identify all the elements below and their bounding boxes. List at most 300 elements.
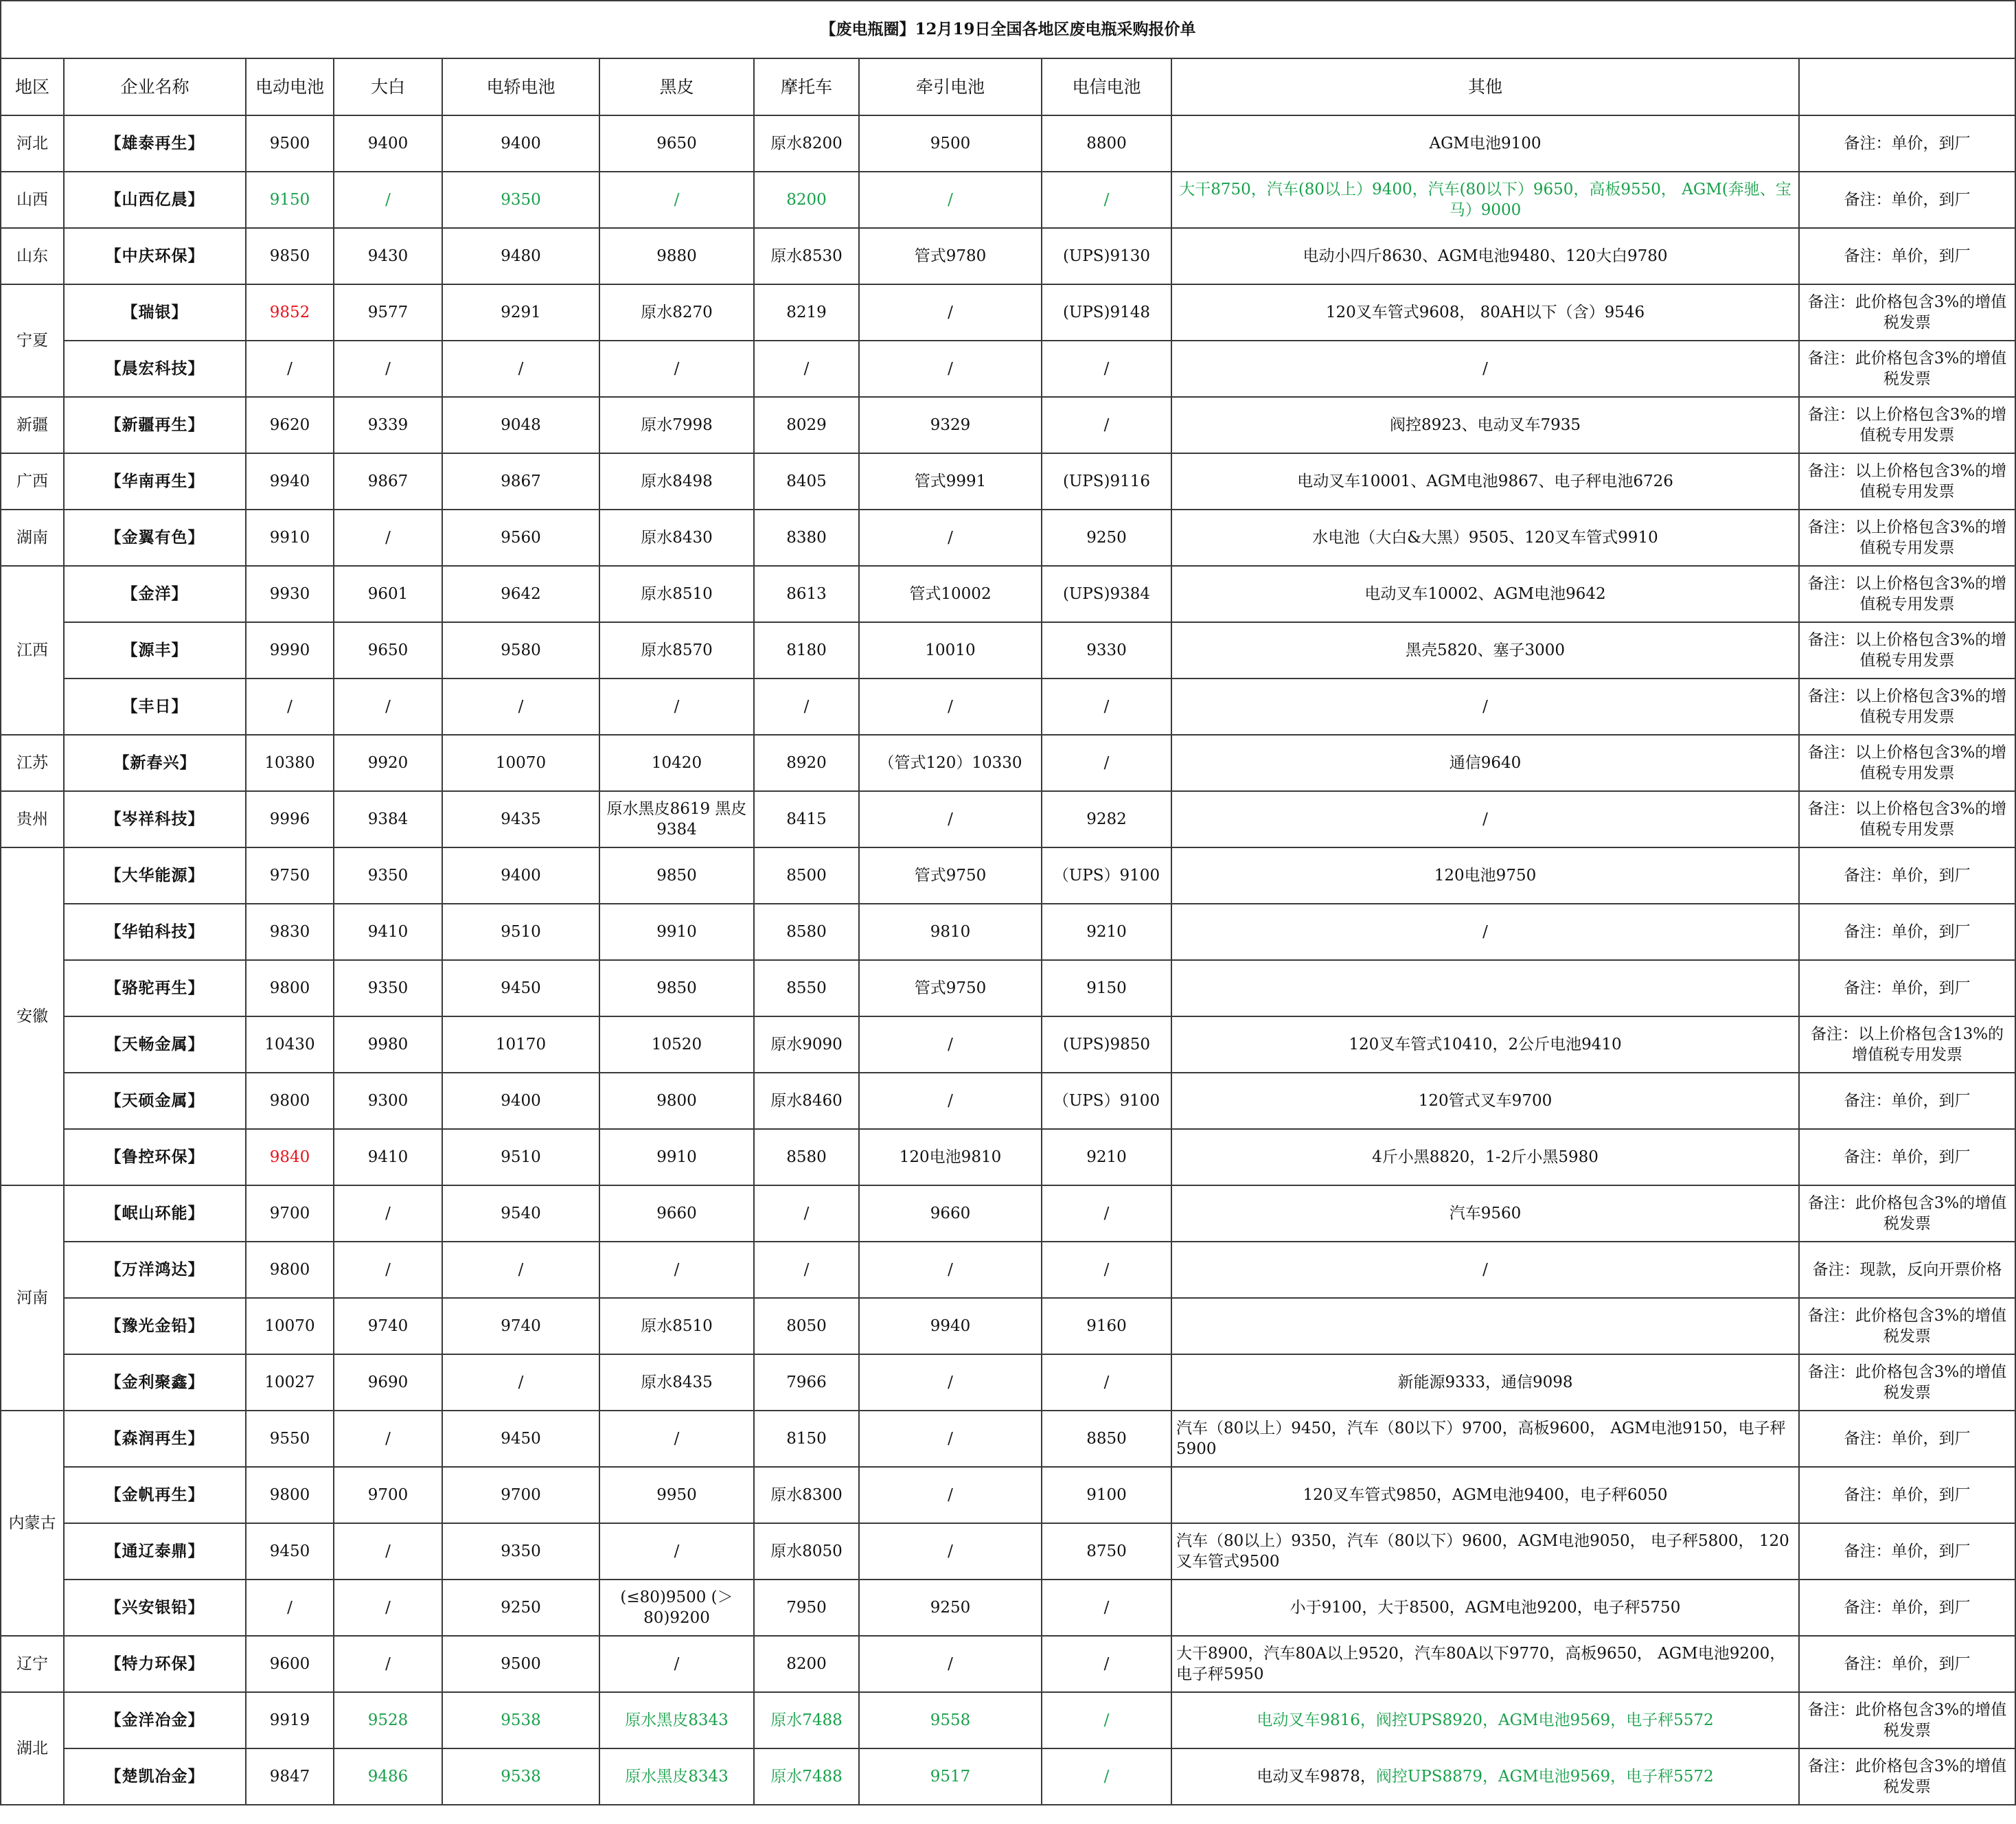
region-cell: 湖南 xyxy=(1,510,64,566)
company-cell: 【新疆再生】 xyxy=(64,397,246,453)
table-row xyxy=(1,735,2015,791)
table-row xyxy=(1,960,2015,1016)
other-prices: / xyxy=(1171,1242,1799,1298)
note-cell: 备注：以上价格包含3%的增值税专用发票 xyxy=(1799,453,2015,510)
car-battery-price: 9510 xyxy=(442,1129,599,1185)
ebike-battery-price: 9840 xyxy=(246,1129,334,1185)
car-battery-price: 9400 xyxy=(442,1073,599,1129)
dabai-price: 9350 xyxy=(334,960,442,1016)
header-company: 企业名称 xyxy=(64,58,246,115)
telecom-battery-price: (UPS)9130 xyxy=(1042,228,1171,284)
other-prices xyxy=(1171,1298,1799,1354)
other-prices: 小于9100，大于8500，AGM电池9200，电子秤5750 xyxy=(1171,1580,1799,1636)
telecom-battery-price: 9210 xyxy=(1042,1129,1171,1185)
traction-battery-price: / xyxy=(859,1467,1042,1523)
dabai-price: 9350 xyxy=(334,847,442,904)
other-prices: 120管式叉车9700 xyxy=(1171,1073,1799,1129)
other-prices xyxy=(1171,1748,1799,1805)
other-prices: 120电池9750 xyxy=(1171,847,1799,904)
company-cell: 【骆驼再生】 xyxy=(64,960,246,1016)
car-battery-price: 9580 xyxy=(442,622,599,679)
note-cell: 备注：以上价格包含3%的增值税专用发票 xyxy=(1799,735,2015,791)
other-prices: AGM电池9100 xyxy=(1171,115,1799,172)
motorcycle-price: 8180 xyxy=(754,622,859,679)
dabai-price: 9384 xyxy=(334,791,442,847)
traction-battery-price: 9558 xyxy=(859,1692,1042,1748)
ebike-battery-price: 9930 xyxy=(246,566,334,622)
table-row xyxy=(1,1298,2015,1354)
heipi-price: 原水黑皮8619 黑皮9384 xyxy=(599,791,754,847)
region-cell: 河南 xyxy=(1,1185,64,1411)
traction-battery-price: 9517 xyxy=(859,1748,1042,1805)
motorcycle-price: / xyxy=(754,1242,859,1298)
telecom-battery-price: (UPS)9850 xyxy=(1042,1016,1171,1073)
ebike-battery-price: 10027 xyxy=(246,1354,334,1411)
traction-battery-price: 9660 xyxy=(859,1185,1042,1242)
car-battery-price: 9291 xyxy=(442,284,599,341)
note-cell: 备注：此价格包含3%的增值税发票 xyxy=(1799,1354,2015,1411)
traction-battery-price: 管式10002 xyxy=(859,566,1042,622)
ebike-battery-price: 10070 xyxy=(246,1298,334,1354)
region-cell: 江西 xyxy=(1,566,64,735)
table-row xyxy=(1,341,2015,397)
other-prices: 阀控8923、电动叉车7935 xyxy=(1171,397,1799,453)
car-battery-price: 9510 xyxy=(442,904,599,960)
header-note xyxy=(1799,58,2015,115)
car-battery-price: 9700 xyxy=(442,1467,599,1523)
ebike-battery-price: 9800 xyxy=(246,1242,334,1298)
ebike-battery-price: 9847 xyxy=(246,1748,334,1805)
dabai-price: 9601 xyxy=(334,566,442,622)
ebike-battery-price: 9800 xyxy=(246,960,334,1016)
motorcycle-price: 8050 xyxy=(754,1298,859,1354)
other-prices: 电动叉车10001、AGM电池9867、电子秤电池6726 xyxy=(1171,453,1799,510)
note-cell: 备注：单价，到厂 xyxy=(1799,847,2015,904)
motorcycle-price: 7966 xyxy=(754,1354,859,1411)
telecom-battery-price: （UPS）9100 xyxy=(1042,847,1171,904)
company-cell: 【金帆再生】 xyxy=(64,1467,246,1523)
dabai-price: / xyxy=(334,1242,442,1298)
telecom-battery-price: 9150 xyxy=(1042,960,1171,1016)
heipi-price: 9910 xyxy=(599,1129,754,1185)
heipi-price: 原水8435 xyxy=(599,1354,754,1411)
motorcycle-price: 8613 xyxy=(754,566,859,622)
note-cell: 备注：现款，反向开票价格 xyxy=(1799,1242,2015,1298)
heipi-price: 原水黑皮8343 xyxy=(599,1692,754,1748)
heipi-price: 10520 xyxy=(599,1016,754,1073)
note-cell: 备注：单价，到厂 xyxy=(1799,960,2015,1016)
other-prices: / xyxy=(1171,904,1799,960)
note-cell: 备注：单价，到厂 xyxy=(1799,228,2015,284)
note-cell: 备注：单价，到厂 xyxy=(1799,1467,2015,1523)
dabai-price: 9300 xyxy=(334,1073,442,1129)
heipi-price: 9850 xyxy=(599,847,754,904)
motorcycle-price: 8550 xyxy=(754,960,859,1016)
company-cell: 【岷山环能】 xyxy=(64,1185,246,1242)
heipi-price: 原水8570 xyxy=(599,622,754,679)
table-row xyxy=(1,1185,2015,1242)
ebike-battery-price: 10430 xyxy=(246,1016,334,1073)
other-prices: 电动叉车9816，阀控UPS8920，AGM电池9569，电子秤5572 xyxy=(1171,1692,1799,1748)
ebike-battery-price: 9700 xyxy=(246,1185,334,1242)
motorcycle-price: 8580 xyxy=(754,1129,859,1185)
ebike-battery-price: 9450 xyxy=(246,1523,334,1580)
note-cell: 备注：此价格包含3%的增值税发票 xyxy=(1799,1298,2015,1354)
car-battery-price: 9048 xyxy=(442,397,599,453)
ebike-battery-price: 9150 xyxy=(246,172,334,228)
telecom-battery-price: 9160 xyxy=(1042,1298,1171,1354)
ebike-battery-price: 9910 xyxy=(246,510,334,566)
dabai-price: 9867 xyxy=(334,453,442,510)
car-battery-price: 9350 xyxy=(442,1523,599,1580)
other-prices: / xyxy=(1171,341,1799,397)
telecom-battery-price: / xyxy=(1042,172,1171,228)
heipi-price: 10420 xyxy=(599,735,754,791)
header-car-battery: 电轿电池 xyxy=(442,58,599,115)
heipi-price: 9660 xyxy=(599,1185,754,1242)
ebike-battery-price: 9550 xyxy=(246,1411,334,1467)
region-cell: 河北 xyxy=(1,115,64,172)
telecom-battery-price: 9250 xyxy=(1042,510,1171,566)
heipi-price: 9650 xyxy=(599,115,754,172)
note-cell: 备注：以上价格包含3%的增值税专用发票 xyxy=(1799,566,2015,622)
motorcycle-price: 原水8460 xyxy=(754,1073,859,1129)
other-prices: 新能源9333，通信9098 xyxy=(1171,1354,1799,1411)
heipi-price: 9850 xyxy=(599,960,754,1016)
table-row xyxy=(1,1523,2015,1580)
traction-battery-price: （管式120）10330 xyxy=(859,735,1042,791)
company-cell: 【天硕金属】 xyxy=(64,1073,246,1129)
heipi-price: 原水8510 xyxy=(599,566,754,622)
ebike-battery-price: 9990 xyxy=(246,622,334,679)
header-other: 其他 xyxy=(1171,58,1799,115)
car-battery-price: 9450 xyxy=(442,1411,599,1467)
traction-battery-price: / xyxy=(859,1016,1042,1073)
note-cell: 备注：单价，到厂 xyxy=(1799,172,2015,228)
region-cell: 山西 xyxy=(1,172,64,228)
header-heipi: 黑皮 xyxy=(599,58,754,115)
table-row xyxy=(1,1073,2015,1129)
motorcycle-price: / xyxy=(754,1185,859,1242)
region-cell: 湖北 xyxy=(1,1692,64,1805)
motorcycle-price: 原水8300 xyxy=(754,1467,859,1523)
traction-battery-price: 9500 xyxy=(859,115,1042,172)
car-battery-price: 9538 xyxy=(442,1692,599,1748)
heipi-price: 9950 xyxy=(599,1467,754,1523)
company-cell: 【山西亿晨】 xyxy=(64,172,246,228)
company-cell: 【金利聚鑫】 xyxy=(64,1354,246,1411)
other-prices-part: 阀控UPS8879，AGM电池9569，电子秤5572 xyxy=(1375,1768,1714,1786)
motorcycle-price: 原水8530 xyxy=(754,228,859,284)
dabai-price: / xyxy=(334,172,442,228)
company-cell: 【万洋鸿达】 xyxy=(64,1242,246,1298)
table-row xyxy=(1,904,2015,960)
region-cell: 山东 xyxy=(1,228,64,284)
region-cell: 江苏 xyxy=(1,735,64,791)
note-cell: 备注：此价格包含3%的增值税发票 xyxy=(1799,1748,2015,1805)
region-cell: 广西 xyxy=(1,453,64,510)
ebike-battery-price: 9852 xyxy=(246,284,334,341)
dabai-price: / xyxy=(334,510,442,566)
header-traction-battery: 牵引电池 xyxy=(859,58,1042,115)
other-prices: 120叉车管式10410，2公斤电池9410 xyxy=(1171,1016,1799,1073)
region-cell: 辽宁 xyxy=(1,1636,64,1692)
heipi-price: 9800 xyxy=(599,1073,754,1129)
other-prices: 水电池（大白&大黑）9505、120叉车管式9910 xyxy=(1171,510,1799,566)
note-cell: 备注：以上价格包含3%的增值税专用发票 xyxy=(1799,679,2015,735)
traction-battery-price: / xyxy=(859,172,1042,228)
telecom-battery-price: / xyxy=(1042,341,1171,397)
company-cell: 【通辽泰鼎】 xyxy=(64,1523,246,1580)
company-cell: 【瑞银】 xyxy=(64,284,246,341)
traction-battery-price: 9250 xyxy=(859,1580,1042,1636)
car-battery-price: 9538 xyxy=(442,1748,599,1805)
region-cell: 宁夏 xyxy=(1,284,64,397)
note-cell: 备注：单价，到厂 xyxy=(1799,1580,2015,1636)
motorcycle-price: 8405 xyxy=(754,453,859,510)
other-prices: / xyxy=(1171,679,1799,735)
company-cell: 【特力环保】 xyxy=(64,1636,246,1692)
heipi-price: 原水黑皮8343 xyxy=(599,1748,754,1805)
traction-battery-price: / xyxy=(859,679,1042,735)
telecom-battery-price: (UPS)9148 xyxy=(1042,284,1171,341)
dabai-price: 9577 xyxy=(334,284,442,341)
table-row xyxy=(1,228,2015,284)
heipi-price: 9910 xyxy=(599,904,754,960)
telecom-battery-price: / xyxy=(1042,397,1171,453)
note-cell: 备注：单价，到厂 xyxy=(1799,1129,2015,1185)
note-cell: 备注：以上价格包含3%的增值税专用发票 xyxy=(1799,510,2015,566)
car-battery-price: 10170 xyxy=(442,1016,599,1073)
dabai-price: 9690 xyxy=(334,1354,442,1411)
dabai-price: / xyxy=(334,1580,442,1636)
table-row xyxy=(1,1016,2015,1073)
table-row xyxy=(1,847,2015,904)
table-row xyxy=(1,622,2015,679)
car-battery-price: 9400 xyxy=(442,115,599,172)
dabai-price: / xyxy=(334,1636,442,1692)
traction-battery-price: 10010 xyxy=(859,622,1042,679)
heipi-price: 9880 xyxy=(599,228,754,284)
company-cell: 【金洋】 xyxy=(64,566,246,622)
region-cell: 安徽 xyxy=(1,847,64,1185)
motorcycle-price: / xyxy=(754,341,859,397)
telecom-battery-price: / xyxy=(1042,1242,1171,1298)
ebike-battery-price: 9620 xyxy=(246,397,334,453)
dabai-price: 9980 xyxy=(334,1016,442,1073)
company-cell: 【兴安银铅】 xyxy=(64,1580,246,1636)
company-cell: 【华铂科技】 xyxy=(64,904,246,960)
dabai-price: / xyxy=(334,1523,442,1580)
ebike-battery-price: 9800 xyxy=(246,1467,334,1523)
ebike-battery-price: 9750 xyxy=(246,847,334,904)
heipi-price: 原水8498 xyxy=(599,453,754,510)
other-prices: 电动叉车10002、AGM电池9642 xyxy=(1171,566,1799,622)
motorcycle-price: 8029 xyxy=(754,397,859,453)
traction-battery-price: / xyxy=(859,510,1042,566)
motorcycle-price: 7950 xyxy=(754,1580,859,1636)
other-prices: 电动小四斤8630、AGM电池9480、120大白9780 xyxy=(1171,228,1799,284)
company-cell: 【鲁控环保】 xyxy=(64,1129,246,1185)
motorcycle-price: / xyxy=(754,679,859,735)
note-cell: 备注：此价格包含3%的增值税发票 xyxy=(1799,1185,2015,1242)
car-battery-price: / xyxy=(442,679,599,735)
dabai-price: 9528 xyxy=(334,1692,442,1748)
note-cell: 备注：以上价格包含3%的增值税专用发票 xyxy=(1799,622,2015,679)
region-cell: 内蒙古 xyxy=(1,1411,64,1636)
motorcycle-price: 8150 xyxy=(754,1411,859,1467)
telecom-battery-price: / xyxy=(1042,1580,1171,1636)
other-prices: / xyxy=(1171,791,1799,847)
traction-battery-price: 9940 xyxy=(859,1298,1042,1354)
table-row xyxy=(1,1580,2015,1636)
heipi-price: (≤80)9500 (＞80)9200 xyxy=(599,1580,754,1636)
dabai-price: / xyxy=(334,1411,442,1467)
car-battery-price: 9500 xyxy=(442,1636,599,1692)
ebike-battery-price: 9600 xyxy=(246,1636,334,1692)
other-prices: 黑壳5820、塞子3000 xyxy=(1171,622,1799,679)
table-row xyxy=(1,679,2015,735)
dabai-price: 9486 xyxy=(334,1748,442,1805)
ebike-battery-price: / xyxy=(246,679,334,735)
traction-battery-price: 管式9780 xyxy=(859,228,1042,284)
heipi-price: 原水8430 xyxy=(599,510,754,566)
dabai-price: 9410 xyxy=(334,904,442,960)
header-telecom-battery: 电信电池 xyxy=(1042,58,1171,115)
car-battery-price: 9250 xyxy=(442,1580,599,1636)
company-cell: 【天畅金属】 xyxy=(64,1016,246,1073)
table-row xyxy=(1,115,2015,172)
other-prices: 大干8900，汽车80A以上9520，汽车80A以下9770，高板9650， AGM电池9200，电子秤5950 xyxy=(1171,1636,1799,1692)
table-row xyxy=(1,1354,2015,1411)
motorcycle-price: 8200 xyxy=(754,1636,859,1692)
page-title: 【废电瓶圈】12月19日全国各地区废电瓶采购报价单 xyxy=(1,1,2015,58)
note-cell: 备注：单价，到厂 xyxy=(1799,115,2015,172)
car-battery-price: / xyxy=(442,1354,599,1411)
traction-battery-price: 9810 xyxy=(859,904,1042,960)
table-row xyxy=(1,284,2015,341)
company-cell: 【岑祥科技】 xyxy=(64,791,246,847)
dabai-price: 9920 xyxy=(334,735,442,791)
ebike-battery-price: / xyxy=(246,1580,334,1636)
telecom-battery-price: （UPS）9100 xyxy=(1042,1073,1171,1129)
ebike-battery-price: / xyxy=(246,341,334,397)
motorcycle-price: 原水8200 xyxy=(754,115,859,172)
motorcycle-price: 原水9090 xyxy=(754,1016,859,1073)
telecom-battery-price: 9210 xyxy=(1042,904,1171,960)
company-cell: 【中庆环保】 xyxy=(64,228,246,284)
heipi-price: / xyxy=(599,1242,754,1298)
dabai-price: 9339 xyxy=(334,397,442,453)
other-prices-part: 电动叉车9878， xyxy=(1257,1768,1376,1786)
header-dabai: 大白 xyxy=(334,58,442,115)
traction-battery-price: 管式9750 xyxy=(859,960,1042,1016)
other-prices: 120叉车管式9850，AGM电池9400，电子秤6050 xyxy=(1171,1467,1799,1523)
other-prices: 大干8750，汽车(80以上）9400，汽车(80以下）9650，高板9550， AGM(奔驰、宝马）9000 xyxy=(1171,172,1799,228)
dabai-price: 9400 xyxy=(334,115,442,172)
heipi-price: 原水8510 xyxy=(599,1298,754,1354)
ebike-battery-price: 10380 xyxy=(246,735,334,791)
table-row xyxy=(1,1467,2015,1523)
note-cell: 备注：此价格包含3%的增值税发票 xyxy=(1799,341,2015,397)
table-row xyxy=(1,1692,2015,1748)
company-cell: 【大华能源】 xyxy=(64,847,246,904)
car-battery-price: 9435 xyxy=(442,791,599,847)
note-cell: 备注：以上价格包含3%的增值税专用发票 xyxy=(1799,791,2015,847)
heipi-price: / xyxy=(599,679,754,735)
motorcycle-price: 8580 xyxy=(754,904,859,960)
motorcycle-price: 8380 xyxy=(754,510,859,566)
telecom-battery-price: / xyxy=(1042,1692,1171,1748)
table-row xyxy=(1,453,2015,510)
motorcycle-price: 原水7488 xyxy=(754,1692,859,1748)
car-battery-price: / xyxy=(442,1242,599,1298)
region-cell: 新疆 xyxy=(1,397,64,453)
car-battery-price: 9740 xyxy=(442,1298,599,1354)
telecom-battery-price: 8850 xyxy=(1042,1411,1171,1467)
heipi-price: / xyxy=(599,172,754,228)
heipi-price: / xyxy=(599,1636,754,1692)
car-battery-price: 9400 xyxy=(442,847,599,904)
header-row xyxy=(1,58,2015,115)
telecom-battery-price: 8750 xyxy=(1042,1523,1171,1580)
motorcycle-price: 8415 xyxy=(754,791,859,847)
header-motorcycle: 摩托车 xyxy=(754,58,859,115)
dabai-price: 9740 xyxy=(334,1298,442,1354)
other-prices: 汽车9560 xyxy=(1171,1185,1799,1242)
company-cell: 【新春兴】 xyxy=(64,735,246,791)
car-battery-price: 9480 xyxy=(442,228,599,284)
dabai-price: / xyxy=(334,679,442,735)
other-prices: 通信9640 xyxy=(1171,735,1799,791)
traction-battery-price: / xyxy=(859,341,1042,397)
ebike-battery-price: 9996 xyxy=(246,791,334,847)
table-row xyxy=(1,1242,2015,1298)
traction-battery-price: 管式9750 xyxy=(859,847,1042,904)
car-battery-price: 9642 xyxy=(442,566,599,622)
telecom-battery-price: 9282 xyxy=(1042,791,1171,847)
traction-battery-price: 管式9991 xyxy=(859,453,1042,510)
car-battery-price: 9450 xyxy=(442,960,599,1016)
table-row xyxy=(1,1748,2015,1805)
motorcycle-price: 8219 xyxy=(754,284,859,341)
dabai-price: / xyxy=(334,341,442,397)
ebike-battery-price: 9919 xyxy=(246,1692,334,1748)
table-row xyxy=(1,172,2015,228)
telecom-battery-price: 8800 xyxy=(1042,115,1171,172)
other-prices: 汽车（80以上）9350，汽车（80以下）9600，AGM电池9050， 电子秤5800， 120叉车管式9500 xyxy=(1171,1523,1799,1580)
telecom-battery-price: 9100 xyxy=(1042,1467,1171,1523)
company-cell: 【丰日】 xyxy=(64,679,246,735)
note-cell: 备注：单价，到厂 xyxy=(1799,1411,2015,1467)
header-region: 地区 xyxy=(1,58,64,115)
dabai-price: 9430 xyxy=(334,228,442,284)
telecom-battery-price: / xyxy=(1042,1185,1171,1242)
header-ebike-battery: 电动电池 xyxy=(246,58,334,115)
motorcycle-price: 8920 xyxy=(754,735,859,791)
traction-battery-price: / xyxy=(859,284,1042,341)
company-cell: 【华南再生】 xyxy=(64,453,246,510)
note-cell: 备注：单价，到厂 xyxy=(1799,904,2015,960)
telecom-battery-price: 9330 xyxy=(1042,622,1171,679)
table-row xyxy=(1,566,2015,622)
dabai-price: 9700 xyxy=(334,1467,442,1523)
note-cell: 备注：此价格包含3%的增值税发票 xyxy=(1799,1692,2015,1748)
ebike-battery-price: 9850 xyxy=(246,228,334,284)
dabai-price: 9650 xyxy=(334,622,442,679)
heipi-price: 原水8270 xyxy=(599,284,754,341)
other-prices: 汽车（80以上）9450，汽车（80以下）9700，高板9600， AGM电池9150，电子秤5900 xyxy=(1171,1411,1799,1467)
